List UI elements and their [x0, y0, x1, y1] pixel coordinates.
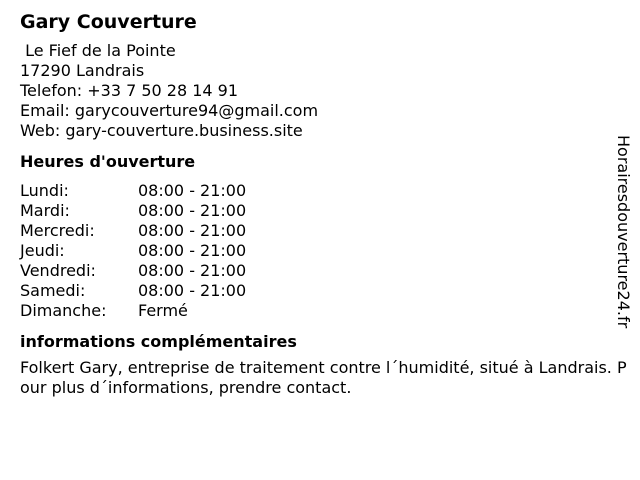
site-watermark: Horairesdouverture24.fr	[614, 135, 633, 329]
address-street: Le Fief de la Pointe	[20, 41, 176, 60]
time-value: 08:00 - 21:00	[138, 201, 247, 220]
time-value: 08:00 - 21:00	[138, 241, 247, 260]
address-city: 17290 Landrais	[20, 61, 145, 80]
info-text: Folkert Gary, entreprise de traitement contre l´humidité, situé à Landrais. Pour plus d´informations, prendre contact.	[20, 358, 627, 397]
business-name: Gary Couverture	[20, 11, 197, 33]
hours-row-wednesday	[20, 221, 626, 241]
time-value: 08:00 - 21:00	[138, 261, 247, 280]
day-label: Jeudi:	[20, 241, 65, 260]
hours-row-saturday	[20, 281, 626, 301]
time-value: 08:00 - 21:00	[138, 281, 247, 300]
day-label: Lundi:	[20, 181, 69, 200]
hours-row-thursday	[20, 241, 626, 261]
website-text: Web: gary-couverture.business.site	[20, 121, 303, 140]
phone-text: Telefon: +33 7 50 28 14 91	[20, 81, 239, 100]
business-listing	[20, 10, 626, 398]
time-value: Fermé	[138, 301, 188, 320]
hours-row-monday	[20, 181, 626, 201]
day-label: Vendredi:	[20, 261, 96, 280]
hours-heading: Heures d'ouverture	[20, 152, 196, 171]
day-label: Mardi:	[20, 201, 70, 220]
contact-block	[20, 41, 626, 141]
day-label: Dimanche:	[20, 301, 107, 320]
day-label: Mercredi:	[20, 221, 95, 240]
hours-row-tuesday	[20, 201, 626, 221]
time-value: 08:00 - 21:00	[138, 221, 247, 240]
hours-row-sunday	[20, 301, 626, 321]
hours-table	[20, 181, 626, 321]
email-text: Email: garycouverture94@gmail.com	[20, 101, 319, 120]
hours-row-friday	[20, 261, 626, 281]
time-value: 08:00 - 21:00	[138, 181, 247, 200]
day-label: Samedi:	[20, 281, 86, 300]
info-heading: informations complémentaires	[20, 332, 297, 351]
